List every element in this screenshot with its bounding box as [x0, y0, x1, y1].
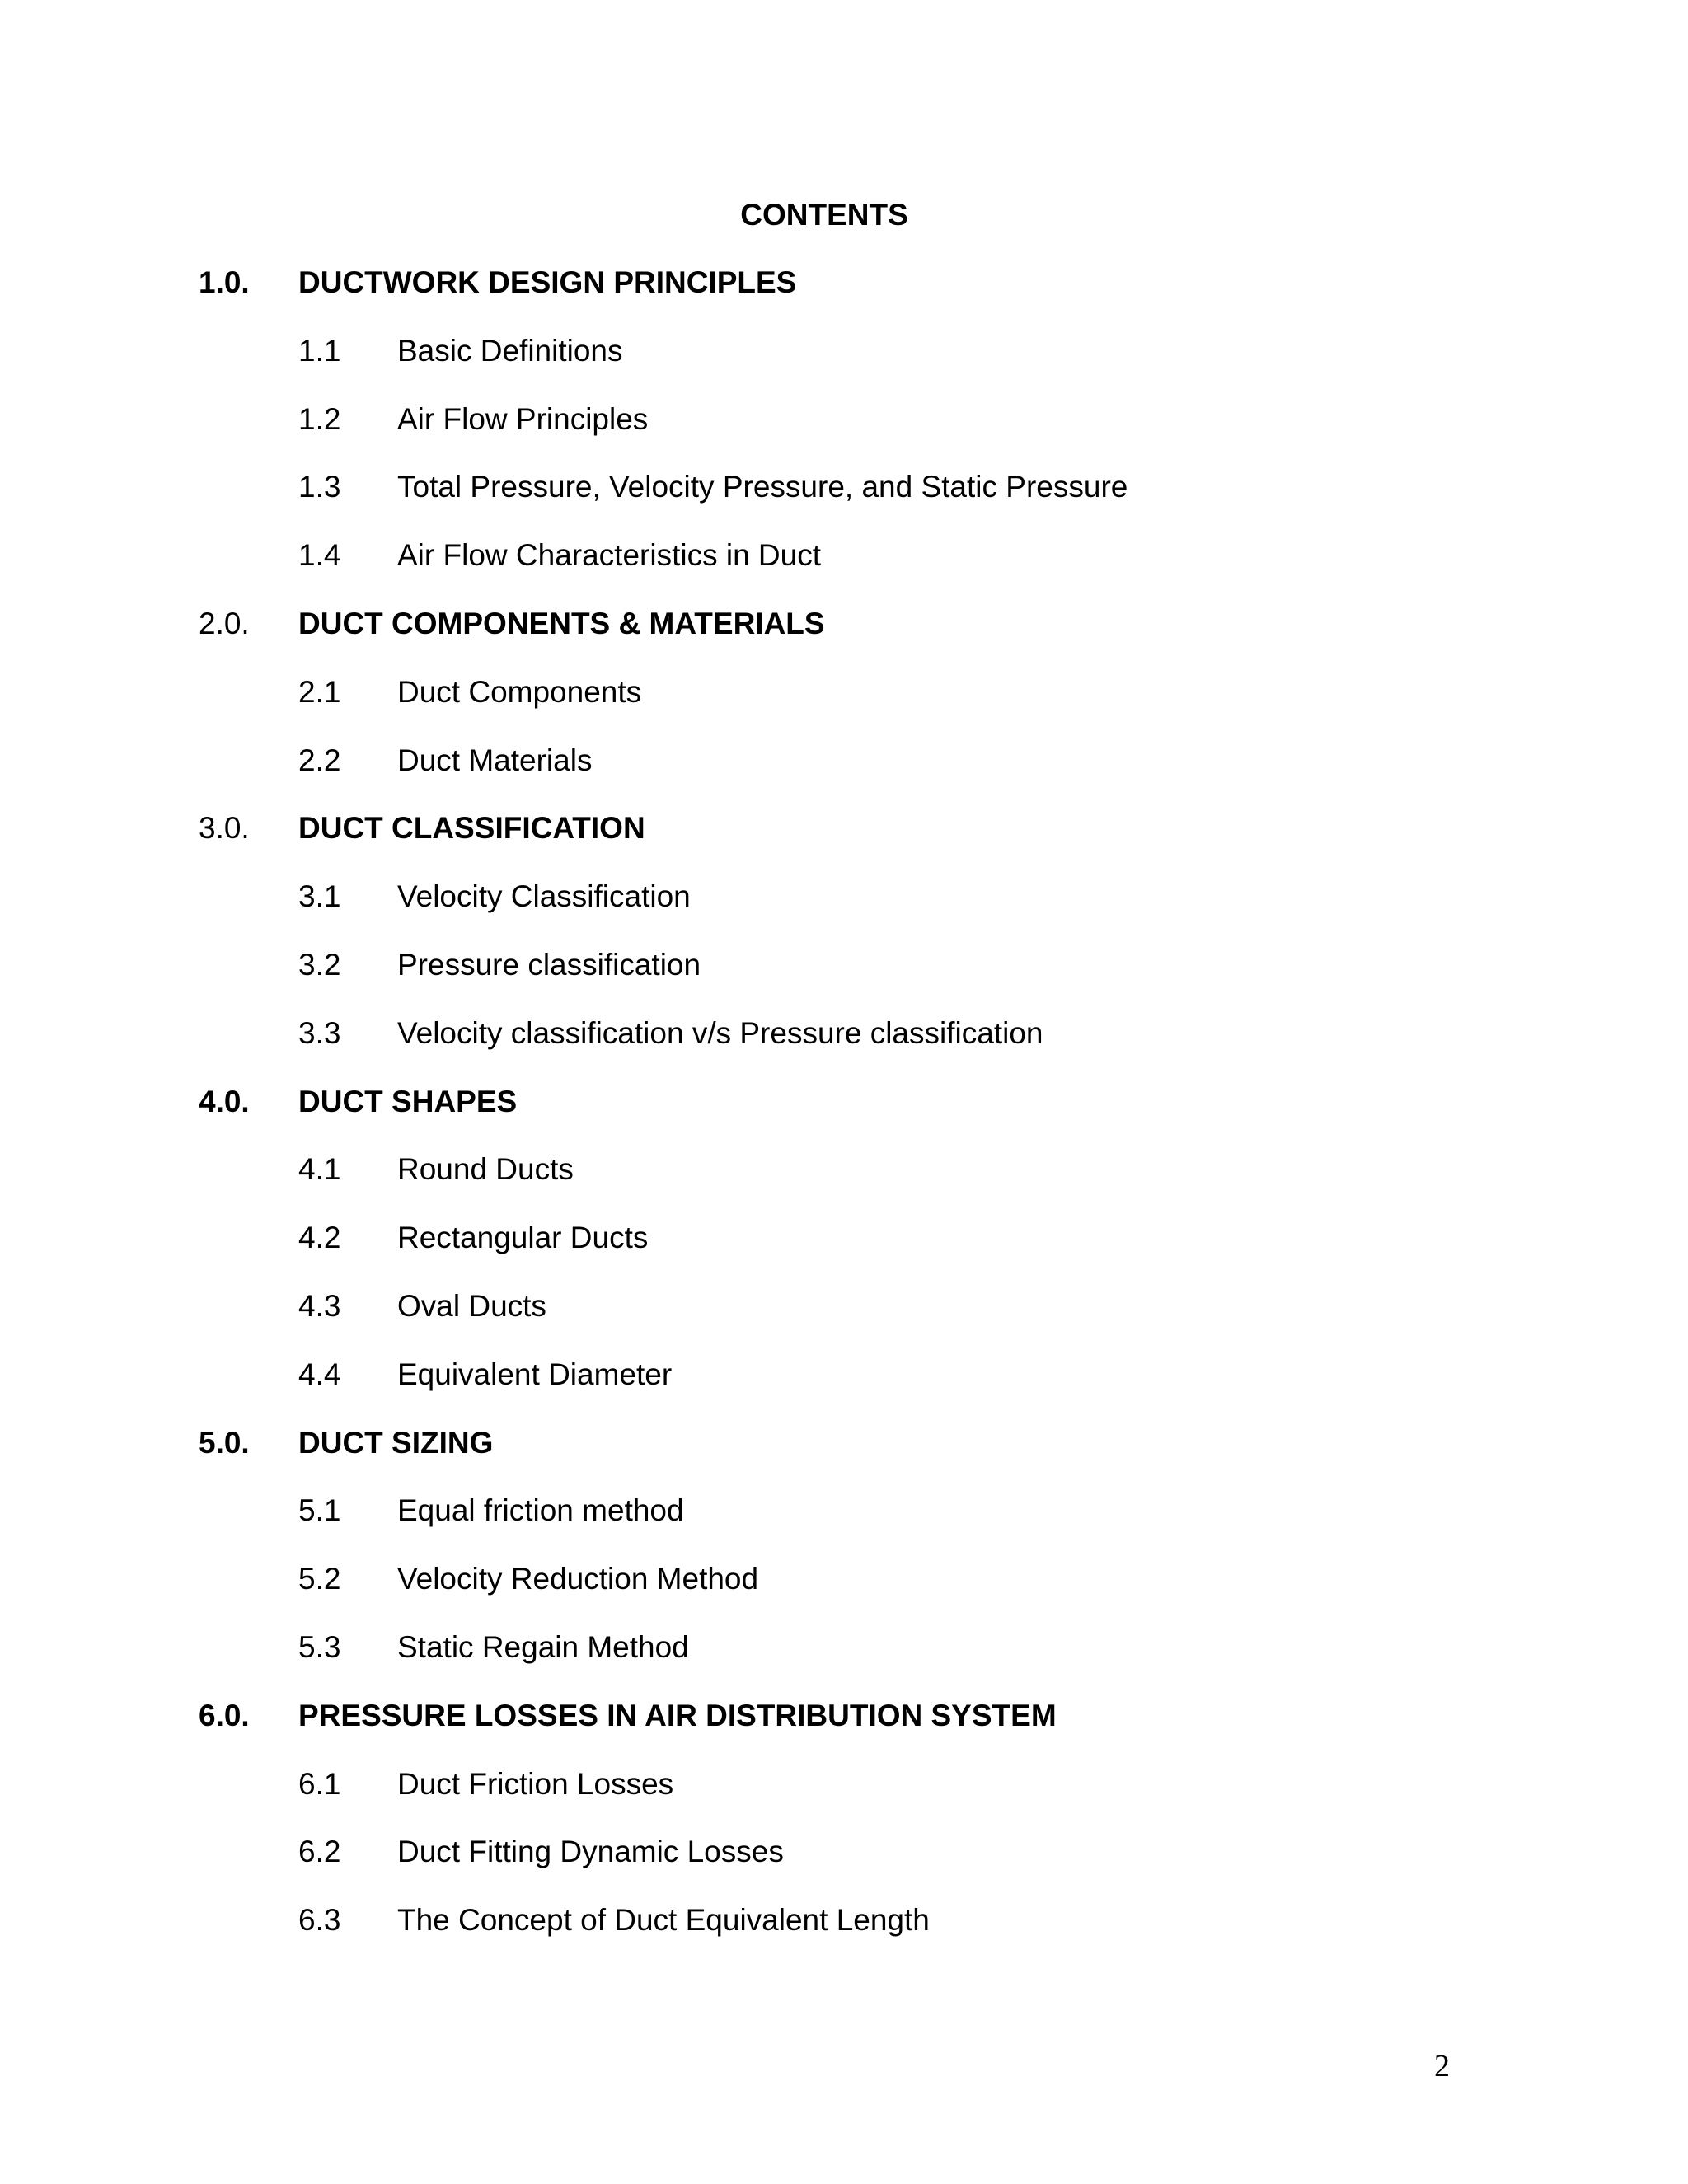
- toc-subsection-row: [0, 1558, 1688, 1600]
- toc-subsection-row: [0, 672, 1688, 713]
- toc-label: Basic Definitions: [397, 334, 623, 368]
- toc-section-row: [0, 603, 1688, 644]
- toc-subsection-row: [0, 1149, 1688, 1190]
- toc-label: Oval Ducts: [397, 1289, 546, 1323]
- toc-number: 5.1: [298, 1493, 341, 1527]
- toc-number: 6.1: [298, 1767, 341, 1801]
- toc-subsection-row: [0, 876, 1688, 917]
- toc-label: Total Pressure, Velocity Pressure, and Static Pressure: [397, 470, 1128, 504]
- toc-label: Air Flow Characteristics in Duct: [397, 538, 822, 572]
- toc-number: 3.0.: [199, 811, 250, 845]
- toc-section-row: [0, 808, 1688, 849]
- toc-label: Equal friction method: [397, 1493, 684, 1527]
- toc-number: 5.2: [298, 1562, 341, 1596]
- toc-subsection-row: [0, 399, 1688, 440]
- toc-number: 1.3: [298, 470, 341, 504]
- toc-label: Equivalent Diameter: [397, 1357, 673, 1391]
- toc-number: 4.0.: [199, 1085, 250, 1118]
- toc-label: Velocity classification v/s Pressure classification: [397, 1016, 1043, 1050]
- toc-subsection-row: [0, 1286, 1688, 1327]
- toc-label: DUCT COMPONENTS & MATERIALS: [298, 607, 825, 640]
- toc-number: 1.1: [298, 334, 341, 368]
- toc-number: 5.0.: [199, 1426, 250, 1460]
- toc-number: 4.1: [298, 1152, 341, 1186]
- toc-subsection-row: [0, 1627, 1688, 1668]
- toc-section-row: [0, 262, 1688, 303]
- toc-label: Round Ducts: [397, 1152, 574, 1186]
- toc-label: Duct Friction Losses: [397, 1767, 674, 1801]
- toc-label: Air Flow Principles: [397, 402, 649, 436]
- toc-label: DUCT SHAPES: [298, 1085, 518, 1118]
- toc-number: 4.2: [298, 1221, 341, 1254]
- toc-label: Velocity Classification: [397, 879, 691, 913]
- toc-number: 3.2: [298, 948, 341, 982]
- toc-number: 4.4: [298, 1357, 341, 1391]
- toc-subsection-row: [0, 1764, 1688, 1805]
- toc-subsection-row: [0, 1490, 1688, 1531]
- toc-number: 1.0.: [199, 265, 250, 299]
- toc-subsection-row: [0, 466, 1688, 508]
- toc-number: 5.3: [298, 1630, 341, 1664]
- page-number: 2: [1434, 2049, 1450, 2083]
- toc-label: DUCT SIZING: [298, 1426, 494, 1460]
- toc-label: Duct Components: [397, 675, 642, 709]
- toc-label: Static Regain Method: [397, 1630, 689, 1664]
- toc-number: 6.0.: [199, 1699, 250, 1732]
- toc-section-row: [0, 1422, 1688, 1464]
- toc-number: 3.1: [298, 879, 341, 913]
- toc-subsection-row: [0, 535, 1688, 576]
- toc-subsection-row: [0, 1013, 1688, 1054]
- page-title: CONTENTS: [740, 198, 908, 232]
- toc-number: 6.3: [298, 1903, 341, 1937]
- toc-label: Duct Fitting Dynamic Losses: [397, 1835, 784, 1868]
- toc-subsection-row: [0, 944, 1688, 986]
- toc-number: 2.0.: [199, 607, 250, 640]
- toc-label: DUCTWORK DESIGN PRINCIPLES: [298, 265, 797, 299]
- toc-label: Rectangular Ducts: [397, 1221, 649, 1254]
- toc-subsection-row: [0, 1217, 1688, 1258]
- toc-label: Velocity Reduction Method: [397, 1562, 759, 1596]
- toc-label: The Concept of Duct Equivalent Length: [397, 1903, 930, 1937]
- toc-number: 2.1: [298, 675, 341, 709]
- toc-subsection-row: [0, 1354, 1688, 1395]
- toc-subsection-row: [0, 740, 1688, 781]
- toc-subsection-row: [0, 1831, 1688, 1872]
- toc-number: 1.2: [298, 402, 341, 436]
- toc-label: Pressure classification: [397, 948, 701, 982]
- toc-section-row: [0, 1695, 1688, 1736]
- toc-label: DUCT CLASSIFICATION: [298, 811, 645, 845]
- toc-number: 2.2: [298, 743, 341, 777]
- toc-number: 3.3: [298, 1016, 341, 1050]
- toc-number: 1.4: [298, 538, 341, 572]
- toc-section-row: [0, 1081, 1688, 1122]
- toc-number: 6.2: [298, 1835, 341, 1868]
- toc-label: PRESSURE LOSSES IN AIR DISTRIBUTION SYSTEM: [298, 1699, 1057, 1732]
- toc-subsection-row: [0, 330, 1688, 372]
- toc-subsection-row: [0, 1900, 1688, 1941]
- toc-label: Duct Materials: [397, 743, 593, 777]
- toc-number: 4.3: [298, 1289, 341, 1323]
